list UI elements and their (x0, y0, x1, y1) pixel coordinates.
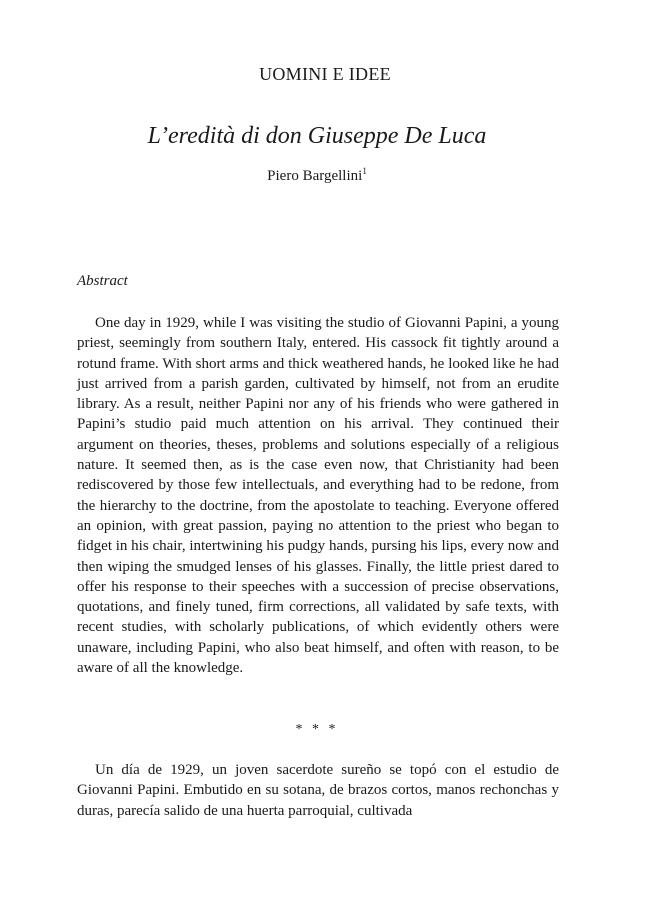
section-separator: * * * (295, 722, 339, 737)
article-title: L’eredità di don Giuseppe De Luca (147, 123, 487, 149)
footnote-mark: 1 (362, 166, 367, 176)
section-title: UOMINI E IDEE (259, 64, 391, 84)
abstract-label: Abstract (77, 273, 128, 289)
abstract-spanish-paragraph: Un día de 1929, un joven sacerdote sureño se topó con el estudio de Giovanni Papini. Embutido en su sotana, de brazos cortos, manos rechonchas y duras, parecía salido de una huerta parroquial, cultivada (77, 762, 559, 819)
abstract-english-paragraph: One day in 1929, while I was visiting the studio of Giovanni Papini, a young priest, seemingly from southern Italy, entered. His cassock fit tightly around a rotund frame. With short arms and thick weathered hands, he looked like he had just arrived from a parish garden, cultivated by himself, not from an erudite library. As a result, neither Papini nor any of his friends who were gathered in Papini’s studio paid much attention on his arrival. They continued their argument on theories, theses, problems and solutions especially of a religious nature. It seemed then, as is the case even now, that Christianity had been rediscovered by those few intellectuals, and everything had to be redone, from the hierarchy to the doctrine, from the apostolate to teaching. Everyone offered an opinion, with great passion, paying no attention to the priest who began to fidget in his chair, intertwining his pudgy hands, pursing his lips, every now and then wiping the smudged lenses of his glasses. Finally, the little priest dared to offer his response to their speeches with a succession of precise observations, quotations, and finely tuned, firm corrections, all validated by safe texts, with recent studies, with scholarly publications, of which evidently others were unaware, including Papini, who also beat himself, and often with reason, to be aware of all the knowledge. (77, 315, 559, 677)
author-name: Piero Bargellini (267, 168, 363, 184)
author-line (0, 166, 634, 185)
